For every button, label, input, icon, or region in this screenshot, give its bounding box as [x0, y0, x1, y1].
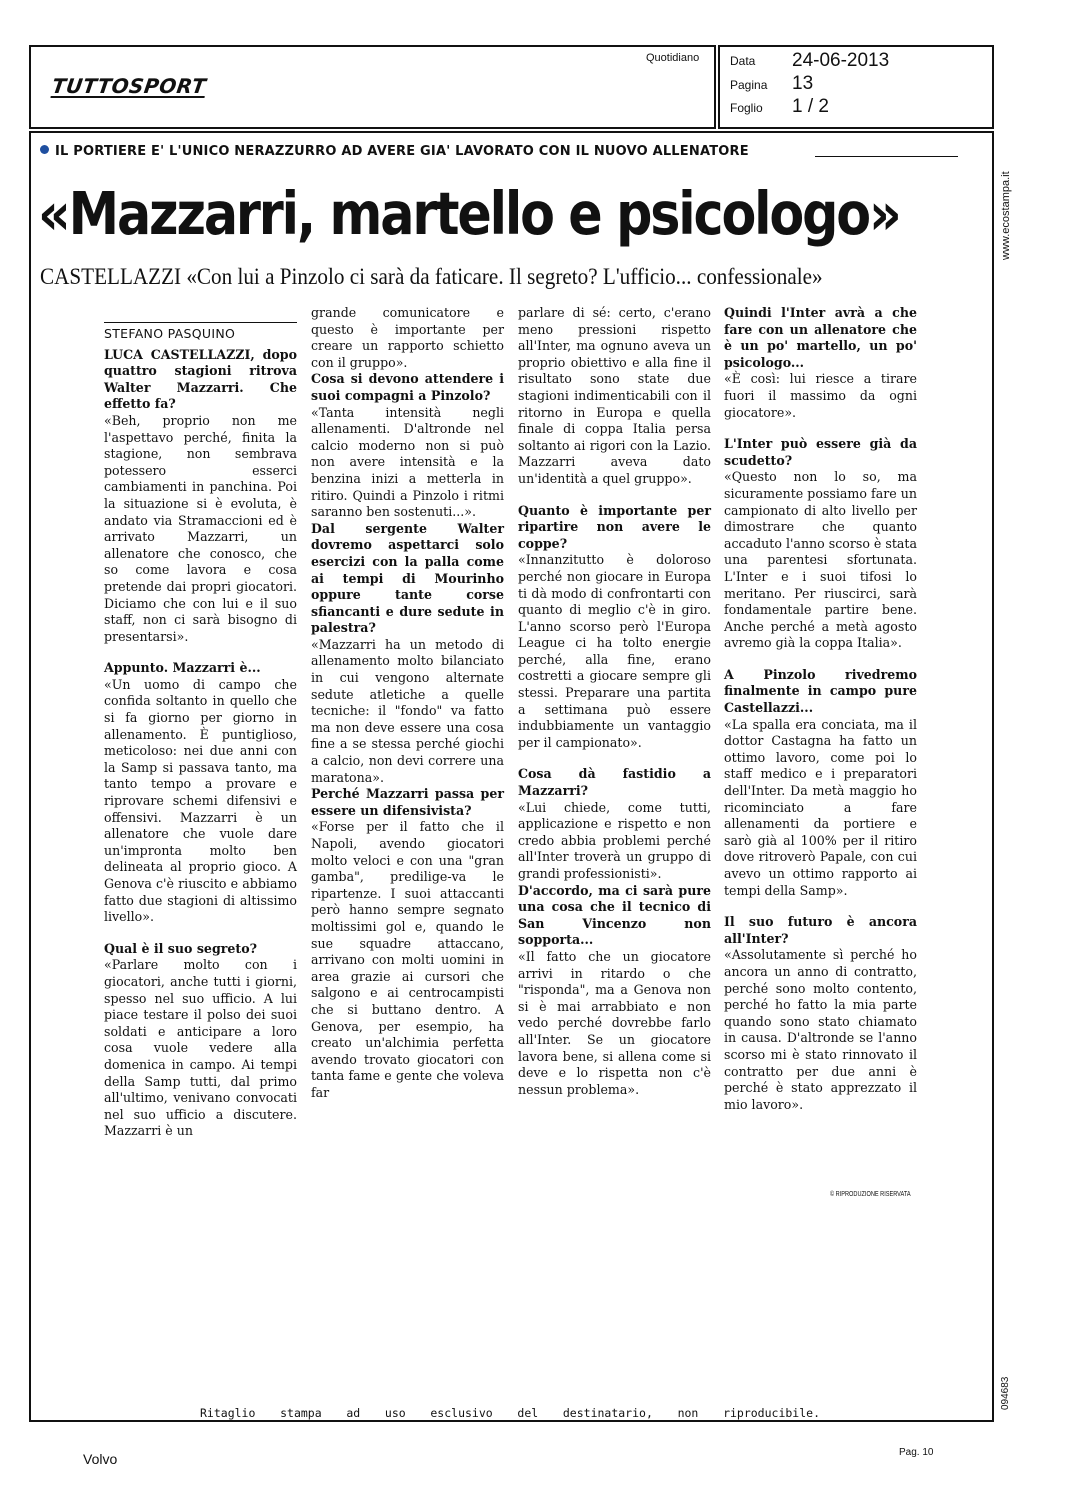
- column-2-body: [311, 305, 504, 1102]
- interview-answer: «Beh, proprio non me l'aspettavo perché, finita la stagione, non sembrava potessero esserci cambiamenti in panchina. Poi la situazione si è evoluta, è andato via Stramaccioni ed è arrivato Mazzarri, un allenatore che conosco, che so come lavora e cosa pretende dai propri giocatori. Diciamo che con lui e il suo staff, non ci sarà bisogno di presentarsi».: [104, 412, 297, 644]
- date-label: Data: [730, 54, 756, 68]
- interview-answer: «Mazzarri ha un metodo di allenamento molto bilanciato in cui vengono alternate sedute atletiche a quelle tecniche: il "fondo" va fatto ma non deve essere una cosa fine a se stessa perché giochi a calcio, non devi correre una maratona».: [311, 636, 504, 785]
- interview-question: L'Inter può essere già da scudetto?: [724, 436, 917, 468]
- date-value: 24-06-2013: [792, 50, 890, 71]
- interview-answer: «Il fatto che un giocatore arrivi in ritardo o che "risponda", ma a Genova non si è mai arrabbiato e non vedo perché dovrebbe farlo all'Inter. Se un giocatore lavora bene, si allena come si deve e lo rispetta non c'è nessun problema».: [518, 948, 711, 1097]
- clipping-note: Ritaglio stampa ad uso esclusivo del destinatario, non riproducibile.: [200, 1406, 820, 1420]
- interview-answer: «Parlare molto con i giocatori, anche tutti i giorni, spesso nel suo ufficio. A lui piace testare il polso dei suoi soldati e anticipare a loro cosa vuole vedere alla domenica in campo. Ai tempi della Samp tutti, dal primo all'ultimo, venivano convocati nel suo ufficio a discutere. Mazzarri è un: [104, 957, 297, 1139]
- bullet-icon: [40, 145, 49, 154]
- article-kicker: [40, 144, 749, 159]
- interview-answer: «È così: lui riesce a tirare fuori il massimo da ogni giocatore».: [724, 371, 917, 420]
- paragraph-spacer: [724, 652, 917, 667]
- column-3: [518, 305, 711, 1098]
- interview-question: D'accordo, ma ci sarà pure una cosa che il tecnico di San Vincenzo non sopporta...: [518, 882, 711, 948]
- page-label: Pagina: [730, 78, 768, 92]
- interview-question: LUCA CASTELLAZZI, dopo quattro stagioni ritrova Walter Mazzarri. Che effetto fa?: [104, 346, 297, 412]
- paragraph-spacer: [104, 645, 297, 660]
- newspaper-logo: TUTTOSPORT: [50, 74, 208, 98]
- interview-answer: «Questo non lo so, ma sicuramente possiamo fare un campionato di alto livello per dimostrare che quanto accaduto l'anno scorso è stata una parentesi sfortunata. L'Inter e i suoi tifosi lo meritano. Per riuscirci, sarà fondamentale partire bene. Anche perché a metà agosto avremo già la coppa Italia».: [724, 469, 917, 651]
- interview-question: Dal sergente Walter dovremo aspettarci solo esercizi con la palla come ai tempi di Mourinho oppure tante corse sfiancanti e dure sedute in palestra?: [311, 520, 504, 636]
- interview-answer: «Tanta intensità negli allenamenti. D'altronde nel calcio moderno non si può non avere intensità e la benzina inizi a metterla in ritiro. Quindi a Pinzolo i ritmi saranno ben sostenuti...».: [311, 404, 504, 520]
- interview-question: Perché Mazzarri passa per essere un difensivista?: [311, 786, 504, 818]
- interview-answer: grande comunicatore e questo è importante per creare un rapporto schietto con il gruppo».: [311, 305, 504, 370]
- interview-answer: «La spalla era conciata, ma il dottor Castagna ha fatto un ottimo lavoro, come poi lo staff medico e i preparatori dell'Inter. Da metà maggio ho ricominciato a fare allenamenti da portiere e sarò già al 100% per il ritiro dove ritroverò Papale, con cui avevo un ottimo rapporto ai tempi della Samp».: [724, 716, 917, 898]
- side-code: [1000, 1370, 1016, 1410]
- side-url: [1000, 150, 1016, 260]
- column-1-body: [104, 347, 297, 1140]
- paragraph-spacer: [104, 926, 297, 941]
- column-3-body: [518, 305, 711, 1098]
- byline: STEFANO PASQUINO: [104, 322, 297, 343]
- interview-question: Appunto. Mazzarri è...: [104, 660, 261, 676]
- sheet-value: 1 / 2: [792, 96, 829, 117]
- publication-type: Quotidiano: [646, 52, 700, 64]
- interview-answer: «Innanzitutto è doloroso perché non giocare in Europa ti dà modo di confrontarti con quanto di meglio c'è in giro. L'anno scorso però l'Europa League ci ha tolto energie perché, alla fine, erano costretti a giocare sempre gli stessi. Preparare una partita a settimana può essere indubbiamente un vantaggio per il campionato».: [518, 552, 711, 750]
- column-4: [724, 305, 917, 1113]
- paragraph-spacer: [724, 421, 917, 436]
- interview-question: Cosa dà fastidio a Mazzarri?: [518, 766, 711, 799]
- interview-question: Cosa si devono attendere i suoi compagni a Pinzolo?: [311, 371, 504, 403]
- column-1: [104, 308, 297, 1140]
- interview-answer: parlare di sé: certo, c'erano meno pressioni rispetto all'Inter, ma ognuno aveva un proprio obiettivo e alla fine il risultato sono state due stagioni indimenticabili con il ritorno in Europa e quella finale di coppa Italia persa soltanto ai rigori con la Lazio. Mazzarri aveva dato un'identità a quel gruppo».: [518, 305, 711, 486]
- interview-question: Qual è il suo segreto?: [104, 940, 257, 956]
- interview-question: A Pinzolo rivedremo finalmente in campo pure Castellazzi...: [724, 666, 917, 716]
- footer-page-number: Pag. 10: [899, 1447, 934, 1458]
- interview-answer: «Lui chiede, come tutti, applicazione e rispetto e non credo abbia problemi perché all'Inter troverà un gruppo di grandi professionisti».: [518, 799, 711, 881]
- article-headline: «Mazzarri, martello e psicologo»: [38, 179, 900, 248]
- side-url-text: www.ecostampa.it: [1000, 171, 1012, 260]
- interview-question: Quanto è importante per ripartire non avere le coppe?: [518, 502, 711, 551]
- page-value: 13: [792, 73, 814, 94]
- article-subhead: CASTELLAZZI «Con lui a Pinzolo ci sarà da faticare. Il segreto? L'ufficio... confessionale»: [40, 264, 823, 289]
- kicker-text: IL PORTIERE E' L'UNICO NERAZZURRO AD AVERE GIA' LAVORATO CON IL NUOVO ALLENATORE: [55, 144, 749, 159]
- interview-answer: «Un uomo di campo che confida soltanto in quello che si fa giorno per giorno in allenamento. È puntiglioso, meticoloso: nei due anni con la Samp si passava tanto, ma tanto tempo a provare e riprovare schemi difensivi e offensivi. Mazzarri è un allenatore che vuole dare un'impronta molto ben delineata al proprio gioco. A Genova c'è riuscito e abbiamo fatto due stagioni di altissimo livello».: [104, 676, 297, 925]
- footer-left-label: Volvo: [83, 1451, 118, 1467]
- kicker-rule: [815, 156, 958, 157]
- column-2: [311, 305, 504, 1102]
- sheet-label: Foglio: [730, 101, 763, 115]
- paragraph-spacer: [518, 751, 711, 766]
- side-code-text: 094683: [1000, 1376, 1011, 1410]
- interview-question: Il suo futuro è ancora all'Inter?: [724, 914, 917, 946]
- paragraph-spacer: [518, 488, 711, 503]
- column-4-body: [724, 305, 917, 1113]
- paragraph-spacer: [724, 899, 917, 914]
- interview-answer: «Forse per il fatto che il Napoli, avendo giocatori molto veloci e con una "gran gamba", predilige-va le ripartenze. I suoi attaccanti però hanno sempre segnato moltissimi gol e, quando le sue squadre attaccano, arrivano con molti uomini in area grazie ai cursori che salgono e ai centrocampisti che si buttano dentro. A Genova, per esempio, ha creato un'alchimia perfetta avendo trovato giocatori con tanta fame e gente che voleva far: [311, 819, 504, 1100]
- interview-answer: «Assolutamente sì perché ho ancora un anno di contratto, perché sono molto contento, perché ho fatto la mia parte quando sono stato chiamato in causa. D'altronde se l'anno scorso mi è stato rinnovato il contratto per due anni è perché è stato apprezzato il mio lavoro».: [724, 947, 917, 1112]
- rights-notice: © RIPRODUZIONE RISERVATA: [830, 1191, 911, 1198]
- interview-question: Quindi l'Inter avrà a che fare con un allenatore che è un po' martello, un po' psicologo...: [724, 305, 917, 370]
